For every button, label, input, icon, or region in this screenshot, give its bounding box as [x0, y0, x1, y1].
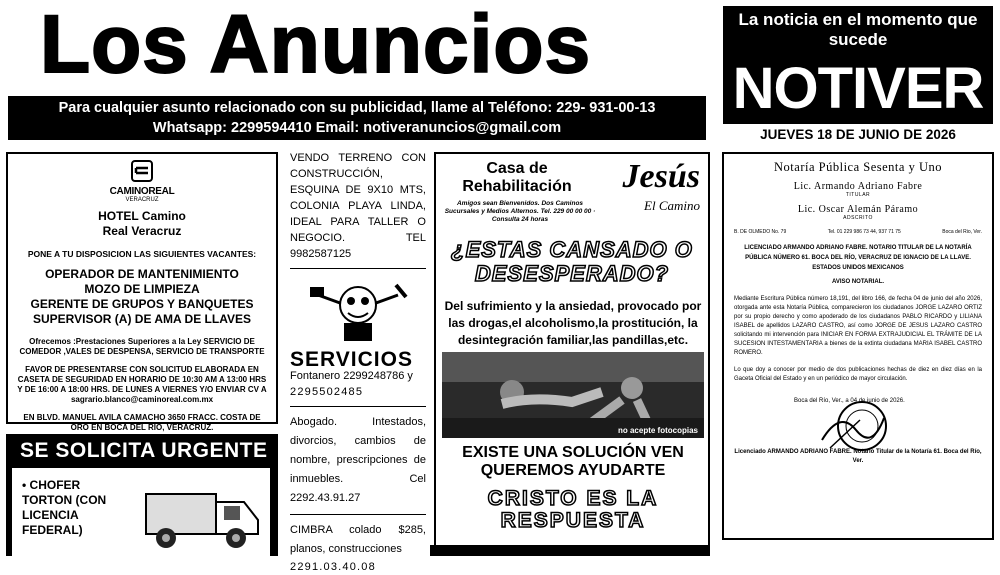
notaria-body: Mediante Escritura Pública número 18,191, del libro 166, de fecha 04 de junio del año 2026, otorgada ante esta Notaría Pública, comparecieron los ciudadanos JORGE LAZARO ORTIZ por su propio derecho y como apoderado de los ciudadanos PABLO RICARDO y LILIANA ISABEL de apellidos LAZARO CASTRO, así como JORGE DE JESUS LAZARO CASTRO solicitando mi intervención para INICIAR EN FORMA EXTRAJUDICIAL EL TRÁMITE DE LA SUCESION INTESTAMENTARIA a bienes de la extinta ciudadana MARIA ISABEL CASTRO ROMERO. [734, 296, 982, 356]
hotel-instructions: FAVOR DE PRESENTARSE CON SOLICITUD ELABORADA EN CASETA DE SEGURIDAD EN HORARIO DE 10:30 AM A 13:00 HRS Y DE 16:00 A 18:00 HRS. DE LUNES A VIERNES Y/O ENVIAR CV A sagrario.blanco@caminoreal.com.mx [17, 365, 267, 404]
classified-fontanero: Fontanero 2299248786 y [290, 370, 413, 382]
rehab-photo [442, 352, 704, 438]
urgente-heading: SE SOLICITA URGENTE [20, 439, 268, 462]
notaria-titular-role: TITULAR [845, 192, 871, 198]
hotel-address: EN BLVD. MANUEL AVILA CAMACHO 3650 FRACC. COSTA DE ORO EN BOCA DEL RIO, VERACRUZ. [23, 413, 261, 432]
rehab-brand-sub: El Camino [644, 198, 700, 213]
divider [290, 406, 426, 407]
notaria-title: Notaría Pública Sesenta y Uno [774, 160, 942, 174]
truck-icon [136, 474, 266, 561]
classified-terreno: VENDO TERRENO CON CONSTRUCCIÓN, ESQUINA DE 9X10 MTS, COLONIA PLAYA LINDA, IDEAL PARA TALLER O NEGOCIO. TEL 9982587125 [290, 152, 426, 260]
rehab-solution: EXISTE UNA SOLUCIÓN VEN QUEREMOS AYUDARTE [462, 444, 684, 479]
vacancy-item: GERENTE DE GRUPOS Y BANQUETES [30, 297, 254, 311]
notaria-addr-right: Boca del Rio, Ver. [942, 229, 982, 235]
hotel-logo-text: CAMINOREAL [109, 186, 175, 197]
notaria-adscrito: Lic. Oscar Alemán Páramo [797, 204, 919, 215]
hotel-name-line1: HOTEL Camino [98, 209, 186, 223]
vacancy-item: MOZO DE LIMPIEZA [84, 282, 200, 296]
divider [290, 514, 426, 515]
rehab-casa: Casa de Rehabilitación [462, 160, 572, 195]
hotel-name-line2: Real Veracruz [102, 224, 182, 238]
vacancy-item: SUPERVISOR (A) DE AMA DE LLAVES [32, 312, 252, 326]
rehab-answer: CRISTO ES LA RESPUESTA [487, 487, 659, 532]
contact-phone-line: Para cualquier asunto relacionado con su publicidad, llame al Teléfono: 229- 931-00-13 [58, 100, 656, 116]
servicios-title: SERVICIOS [290, 348, 413, 371]
vacancy-item: OPERADOR DE MANTENIMIENTO [45, 267, 239, 281]
notaria-titular: Lic. Armando Adriano Fabre [793, 181, 923, 192]
urgente-body [12, 468, 270, 558]
photo-note: no acepte fotocopias [617, 426, 698, 435]
notaria-addr-left: B. DE OLMEDO No. 79 [734, 229, 787, 235]
notaria-addr-mid: Tel. 01 229 986 73 44, 937 71 75 [827, 229, 901, 235]
rehab-question: ¿ESTAS CANSADO O DESESPERADO? [451, 237, 693, 286]
issue-date: JUEVES 18 DE JUNIO DE 2026 [760, 127, 956, 142]
notaria-address-row [734, 229, 982, 235]
contact-whatsapp-line: Whatsapp: 2299594410 Email: notiveranuncios@gmail.com [152, 120, 562, 136]
notaria-body2: Lo que doy a conocer por medio de dos publicaciones hechas de diez en diez días en la Gaceta Oficial del Estado y en un periódico de mayor circulación. [734, 367, 982, 382]
hotel-ad [6, 152, 278, 432]
notaria-aviso: AVISO NOTARIAL. [831, 279, 885, 285]
contact-bar [8, 96, 706, 140]
classifieds-column [290, 150, 426, 575]
rehab-brand: Jesús [622, 158, 700, 195]
urgente-ad [6, 434, 278, 556]
divider [290, 268, 426, 269]
hotel-intro: PONE A TU DISPOSICION LAS SIGUIENTES VACANTES: [27, 249, 257, 259]
hotel-vacancies [16, 267, 268, 327]
hotel-logo-sub: VERACRUZ [125, 197, 159, 203]
servicios-illustration-icon [290, 275, 426, 350]
rehab-address: Amigos sean Bienvenidos. Dos Caminos Sucursales y Medios Alternos. Tel. 229 00 00 00 · Consulta 24 horas [444, 200, 596, 223]
classified-fontanero-phone: 2295502485 [290, 386, 364, 398]
bottom-strip [430, 545, 710, 556]
urgente-item: • CHOFER TORTON (CON LICENCIA FEDERAL) [22, 478, 107, 537]
notaria-adscrito-role: ADSCRITO [843, 215, 873, 221]
notaria-ad [722, 152, 994, 540]
notiver-name: NOTIVER [732, 56, 984, 121]
notaria-place: Boca del Río, Ver., a 04 de junio de 2026. [794, 398, 905, 404]
classified-cimbra-phone: 2291.03.40.08 [290, 561, 376, 573]
notaria-firm: Licenciado ARMANDO ADRIANO FABRE. Notario Titular de la Notaría 61. Boca del Río, Ver. [734, 449, 982, 464]
rehab-ad [434, 152, 710, 556]
masthead-title: Los Anuncios [40, 0, 592, 90]
classified-abogado: Abogado. Intestados, divorcios, cambios de nombre, prescripciones de inmuebles. Cel 2292.43.91.27 [290, 416, 426, 504]
notaria-head: LICENCIADO ARMANDO ADRIANO FABRE. NOTARIO TITULAR DE LA NOTARÍA PÚBLICA NÚMERO 61. BOCA DEL RÍO, VERACRUZ DE IGNACIO DE LA LLAVE. ESTADOS UNIDOS MEXICANOS [744, 245, 972, 271]
hotel-benefits: Ofrecemos :Prestaciones Superiores a la Ley SERVICIO DE COMEDOR ,VALES DE DESPENSA, SERVICIO DE TRANSPORTE [19, 337, 265, 356]
rehab-suffering: Del sufrimiento y la ansiedad, provocado por las drogas,el alcoholismo,la prostitución, la desintegración familiar,las pandillas,etc. [444, 299, 702, 347]
caminoreal-logo-icon [16, 160, 268, 186]
classified-cimbra: CIMBRA colado $285, planos, construcciones [290, 524, 426, 555]
notary-seal-icon [820, 400, 890, 461]
notiver-logo [723, 6, 993, 124]
hotel-name [16, 209, 268, 239]
notiver-tagline: La noticia en el momento que sucede [738, 10, 978, 49]
